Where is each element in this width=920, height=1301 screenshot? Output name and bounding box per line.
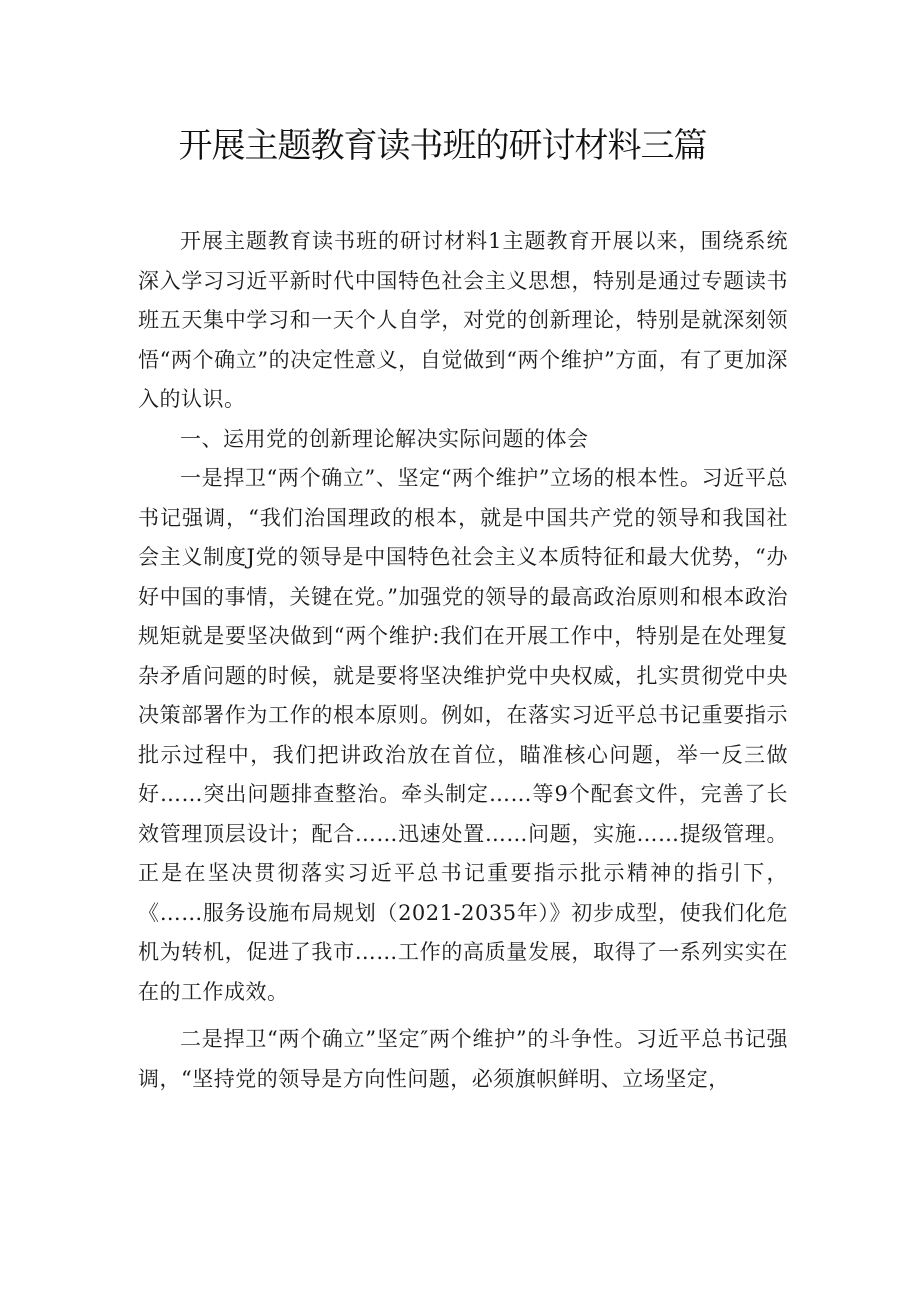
intro-paragraph: 开展主题教育读书班的研讨材料1主题教育开展以来，围绕系统深入学习习近平新时代中国特色社会主义思想，特别是通过专题读书班五天集中学习和一天个人自学，对党的创新理论，特别是就深刻领悟“两个确立”的决定性意义，自觉做到“两个维护”方面，有了更加深入的认识。 xyxy=(138,229,788,411)
document-body xyxy=(138,222,788,1099)
body-paragraph-first-point: 一是捍卫“两个确立”、坚定“两个维护”立场的根本性。习近平总书记强调，“我们治国理政的根本，就是中国共产党的领导和我国社会主义制度J党的领导是中国特色社会主义本质特征和最大优势，“办好中国的事情，关键在党。”加强党的领导的最高政治原则和根本政治规矩就是要坚决做到“两个维护:我们在开展工作中，特别是在处理复杂矛盾问题的时候，就是要将坚决维护党中央权威，扎实贯彻党中央决策部署作为工作的根本原则。例如，在落实习近平总书记重要指示批示过程中，我们把讲政治放在首位，瞄准核心问题，举一反三做好……突出问题排查整治。牵头制定……等9个配套文件，完善了长效管理顶层设计；配合……迅速处置……问题，实施……提级管理。正是在坚决贯彻落实习近平总书记重要指示批示精神的指引下，《……服务设施布局规划（2021-2035年）》初步成型，使我们化危机为转机，促进了我市……工作的高质量发展，取得了一系列实实在在的工作成效。 xyxy=(138,466,788,1004)
document-title: 开展主题教育读书班的研讨材料三篇 xyxy=(178,126,707,166)
section-heading: 一、运用党的创新理论解决实际问题的体会 xyxy=(180,426,589,451)
body-paragraph-second-point: 二是捍卫“两个确立”坚定″两个维护”的斗争性。习近平总书记强调，“坚持党的领导是方向性问题，必须旗帜鲜明、立场坚定， xyxy=(138,1027,788,1091)
